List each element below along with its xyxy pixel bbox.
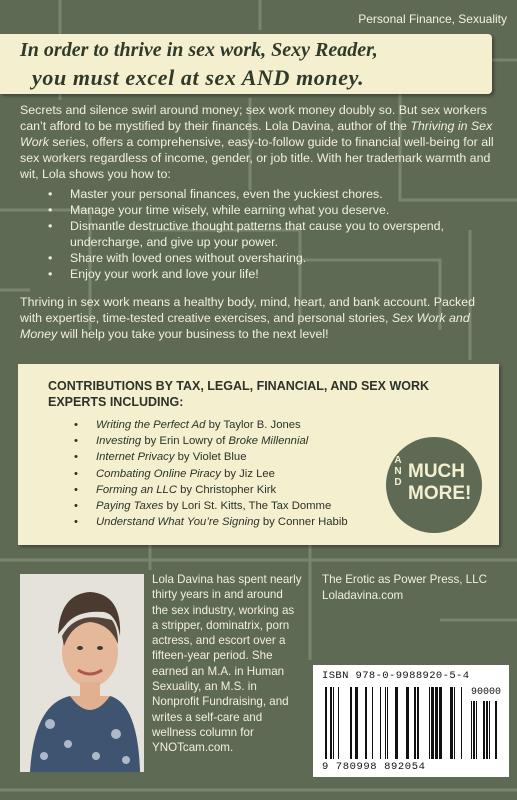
barcode-bar — [414, 687, 416, 759]
publisher-name: The Erotic as Power Press, LLC — [322, 573, 487, 586]
contribution-item — [74, 433, 348, 449]
description-text — [20, 102, 500, 342]
intro-text-start: Secrets and silence swirl around money; sex work money doubly so. But sex workers can’t afford to be mystified by their finances. Lola Davina, author of the — [20, 103, 487, 133]
contribution-item — [74, 466, 348, 482]
barcode-bar — [495, 701, 497, 759]
barcode-bar — [387, 687, 388, 759]
closing-text-end: will help you take your business to the next level! — [57, 327, 329, 341]
badge-much-more — [408, 461, 471, 505]
barcode-box — [313, 665, 509, 777]
contribution-author: by Violet Blue — [174, 451, 247, 464]
benefit-item: • Dismantle destructive thought patterns that cause you to overspend, undercharge, and give up your power. — [48, 218, 500, 250]
contribution-title: Forming an LLC — [96, 483, 177, 496]
price-code: 90000 — [471, 687, 502, 698]
contribution-author: by Jiz Lee — [220, 467, 275, 480]
barcode-bar — [429, 687, 430, 759]
barcode-bar — [330, 687, 332, 759]
barcode-bar — [365, 687, 367, 759]
barcode-bar — [476, 701, 477, 759]
benefit-item: • Manage your time wisely, while earning what you deserve. — [48, 202, 500, 218]
contribution-item — [74, 449, 348, 465]
barcode-bar — [325, 687, 327, 759]
much-more-badge — [386, 437, 482, 533]
contribution-author: by Lori St. Kitts, The Tax Domme — [163, 500, 332, 513]
barcode-bar — [483, 701, 485, 759]
contribution-title: Internet Privacy — [96, 451, 175, 464]
contributions-heading: CONTRIBUTIONS BY TAX, LEGAL, FINANCIAL, AND SEX WORK EXPERTS INCLUDING: — [48, 379, 430, 409]
author-bio: Lola Davina has spent nearly thirty years in and around the sex industry, working as a stripper, dominatrix, porn actress, and escort over a fifteen-year period. She earned an M.A. in Human Sexuality, an M.S. in Nonprofit Fundraising, and writes a self-care and wellness column for YNOTcam.com. — [152, 573, 302, 755]
headline-line-1: In order to thrive in sex work, Sexy Reader, — [20, 39, 378, 61]
barcode-bar — [338, 687, 339, 759]
barcode-bar — [473, 701, 475, 759]
contribution-title: Understand What You’re Signing — [96, 516, 260, 529]
author-photo — [20, 574, 144, 772]
badge-line-1: MUCH — [408, 461, 465, 482]
series-title: Thriving in Sex Work — [20, 119, 493, 149]
barcode-bar — [454, 687, 455, 759]
closing-text-start: Thriving in sex work means a healthy body, mind, heart, and bank account. Packed with expertise, time-tested creative exercises, and personal stories, — [20, 295, 476, 325]
barcode-bar — [333, 687, 334, 759]
closing-paragraph — [20, 294, 500, 342]
contribution-author: by Erin Lowry of — [141, 435, 229, 448]
contribution-title: Investing — [96, 435, 142, 448]
contribution-author: by Taylor B. Jones — [205, 419, 301, 431]
benefit-list — [48, 186, 500, 282]
barcode-bar — [489, 701, 490, 759]
contribution-author: by Christopher Kirk — [177, 483, 277, 496]
barcode-bar — [355, 687, 358, 759]
barcode-bar — [435, 687, 438, 759]
barcode-bar — [450, 687, 453, 759]
contribution-book: Broke Millennial — [228, 435, 309, 448]
headline-banner — [0, 34, 492, 94]
contribution-item — [74, 498, 348, 514]
barcode-bar — [395, 687, 398, 759]
publisher-website: Loladavina.com — [322, 588, 404, 602]
barcode-bar — [461, 687, 462, 759]
contribution-item — [74, 417, 348, 433]
author-portrait-illustration — [20, 574, 144, 772]
benefit-item: • Share with loved ones without oversharing. — [48, 250, 500, 266]
intro-text-end: series, offers a comprehensive, easy-to-follow guide to financial well-being for all sex workers regardless of income, gender, or job title. With her trademark warmth and wit, Lola shows you how to: — [20, 135, 494, 181]
barcode-bar — [380, 687, 381, 759]
badge-line-2: MORE! — [408, 483, 472, 504]
badge-and: AND — [394, 455, 402, 488]
contributions-panel — [18, 364, 499, 545]
benefit-item: • Enjoy your work and love your life! — [48, 266, 500, 282]
barcode-bar — [350, 687, 352, 759]
contribution-title: Combating Online Piracy — [96, 467, 221, 480]
isbn-text: ISBN 978-0-9988920-5-4 — [322, 670, 470, 682]
barcode-bar — [471, 701, 472, 759]
barcode-bar — [417, 687, 419, 759]
contribution-item — [74, 482, 348, 498]
barcode-bar — [372, 687, 373, 759]
barcode-bar — [439, 687, 442, 759]
barcode-bar — [486, 701, 488, 759]
book-title: Sex Work and Money — [20, 311, 470, 341]
publisher-info — [322, 572, 487, 603]
benefit-item: • Master your personal finances, even the yuckiest chores. — [48, 186, 500, 202]
barcode-bar — [431, 687, 434, 759]
intro-paragraph — [20, 102, 500, 182]
contribution-item — [74, 514, 348, 530]
barcode-bar — [385, 687, 386, 759]
contribution-title: Paying Taxes — [96, 500, 164, 513]
barcode-bar — [406, 687, 409, 759]
ean-text: 9 780998 892054 — [322, 761, 426, 773]
contribution-title: Writing the Perfect Ad — [96, 419, 206, 431]
contributions-list — [74, 417, 348, 530]
contribution-author: by Conner Habib — [259, 516, 348, 529]
headline-line-2: you must excel at sex AND money. — [32, 65, 365, 90]
category-label: Personal Finance, Sexuality — [358, 12, 507, 26]
